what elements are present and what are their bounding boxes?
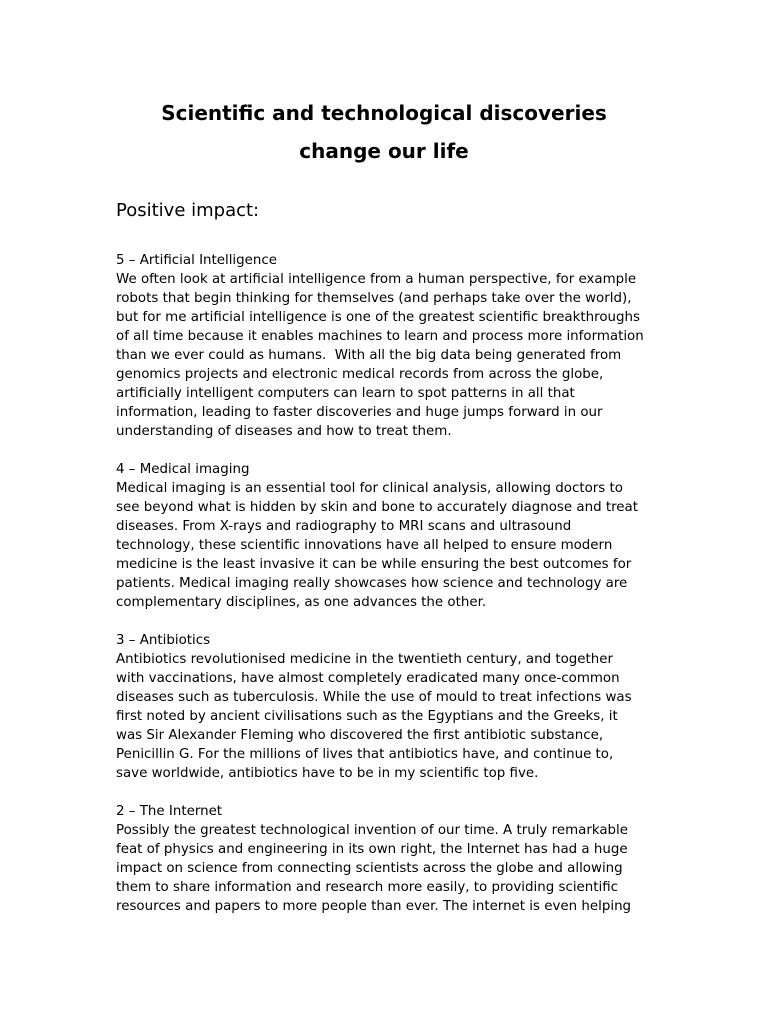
- paragraph-line: artificially intelligent computers can learn to spot patterns in all that: [116, 386, 575, 401]
- document-title-line-2: change our life: [299, 139, 469, 163]
- paragraph-line: complementary disciplines, as one advances the other.: [116, 595, 487, 610]
- paragraph-line: first noted by ancient civilisations such as the Egyptians and the Greeks, it: [116, 709, 618, 724]
- paragraph-line: feat of physics and engineering in its own right, the Internet has had a huge: [116, 842, 628, 857]
- discovery-section: [116, 251, 661, 441]
- paragraph-line: understanding of diseases and how to treat them.: [116, 424, 452, 439]
- discovery-section-title: 2 – The Internet: [116, 804, 223, 819]
- sections-list: [116, 251, 661, 935]
- document-title-line-1: Scientific and technological discoveries: [161, 101, 607, 125]
- paragraph-line: robots that begin thinking for themselves (and perhaps take over the world),: [116, 291, 632, 306]
- paragraph-line: impact on science from connecting scientists across the globe and allowing: [116, 861, 623, 876]
- paragraph-line: diseases. From X-rays and radiography to MRI scans and ultrasound: [116, 519, 572, 534]
- paragraph-line: was Sir Alexander Fleming who discovered the first antibiotic substance,: [116, 728, 604, 743]
- paragraph-line: resources and papers to more people than ever. The internet is even helping: [116, 899, 632, 914]
- discovery-section-title: 4 – Medical imaging: [116, 462, 250, 477]
- paragraph-line: see beyond what is hidden by skin and bone to accurately diagnose and treat: [116, 500, 638, 515]
- discovery-section: [116, 802, 661, 916]
- paragraph-line: information, leading to faster discoveries and huge jumps forward in our: [116, 405, 603, 420]
- paragraph-line: We often look at artificial intelligence from a human perspective, for example: [116, 272, 637, 287]
- paragraph-line: than we ever could as humans. With all the big data being generated from: [116, 348, 622, 363]
- paragraph-line: with vaccinations, have almost completely eradicated many once-common: [116, 671, 620, 686]
- paragraph-line: technology, these scientific innovations have all helped to ensure modern: [116, 538, 613, 553]
- paragraph-line: save worldwide, antibiotics have to be in my scientific top five.: [116, 766, 539, 781]
- paragraph-line: of all time because it enables machines to learn and process more information: [116, 329, 644, 344]
- paragraph-line: them to share information and research more easily, to providing scientific: [116, 880, 619, 895]
- discovery-section-title: 3 – Antibiotics: [116, 633, 211, 648]
- discovery-section-body: [116, 479, 661, 612]
- paragraph-line: medicine is the least invasive it can be while ensuring the best outcomes for: [116, 557, 632, 572]
- discovery-section: [116, 631, 661, 783]
- section-heading-positive-impact: Positive impact:: [116, 200, 260, 221]
- discovery-section-body: [116, 821, 661, 916]
- paragraph-line: Antibiotics revolutionised medicine in the twentieth century, and together: [116, 652, 613, 667]
- discovery-section-body: [116, 650, 661, 783]
- paragraph-line: Penicillin G. For the millions of lives that antibiotics have, and continue to,: [116, 747, 614, 762]
- paragraph-line: genomics projects and electronic medical records from across the globe,: [116, 367, 604, 382]
- paragraph-line: but for me artificial intelligence is one of the greatest scientific breakthroughs: [116, 310, 640, 325]
- discovery-section-title: 5 – Artificial Intelligence: [116, 253, 277, 268]
- discovery-section: [116, 460, 661, 612]
- paragraph-line: Possibly the greatest technological invention of our time. A truly remarkable: [116, 823, 629, 838]
- paragraph-line: diseases such as tuberculosis. While the use of mould to treat infections was: [116, 690, 632, 705]
- discovery-section-body: [116, 270, 661, 441]
- paragraph-line: Medical imaging is an essential tool for clinical analysis, allowing doctors to: [116, 481, 623, 496]
- paragraph-line: patients. Medical imaging really showcases how science and technology are: [116, 576, 628, 591]
